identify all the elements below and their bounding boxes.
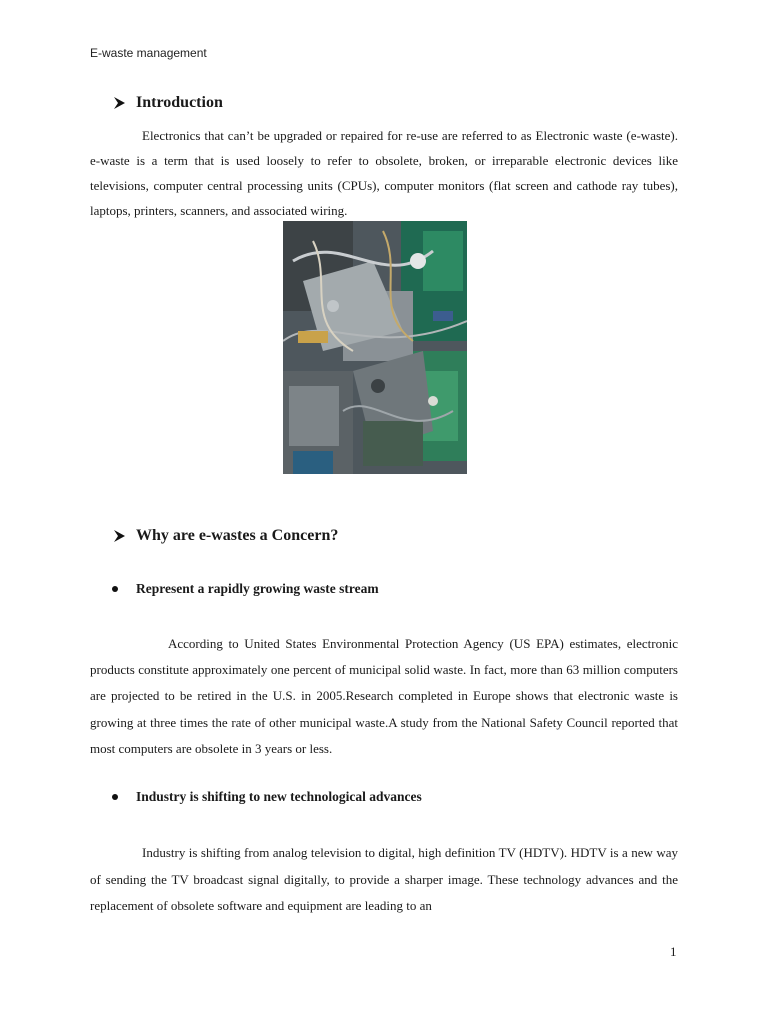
bullet-item-waste-stream	[112, 581, 379, 597]
bullet-text: Industry is shifting to new technological advances	[136, 789, 422, 804]
bullet-dot-icon	[112, 794, 118, 800]
bullet-dot-icon	[112, 586, 118, 592]
waste-stream-paragraph	[90, 631, 678, 762]
e-waste-photo	[283, 221, 467, 474]
arrowhead-icon	[112, 529, 126, 543]
bullet-item-technology	[112, 789, 422, 805]
technology-paragraph	[90, 840, 678, 920]
paragraph-text: Electronics that can’t be upgraded or repaired for re-use are referred to as Electronic waste (e-waste). e-waste is a term that is used loosely to refer to obsolete, broken, or irreparable electronic devices like televisions, computer central processing units (CPUs), computer monitors (flat screen and cathode ray tubes), laptops, printers, scanners, and associated wiring.	[90, 128, 678, 218]
intro-paragraph	[90, 123, 678, 223]
running-header: E-waste management	[90, 46, 207, 60]
heading-concern	[112, 527, 338, 545]
paragraph-text: According to United States Environmental Protection Agency (US EPA) estimates, electronic products constitute approximately one percent of municipal solid waste. In fact, more than 63 million computers are projected to be retired in the U.S. in 2005.Research completed in Europe shows that electronic waste is growing at three times the rate of other municipal waste.A study from the National Safety Council reported that most computers are obsolete in 3 years or less.	[90, 636, 678, 756]
page-number: 1	[670, 944, 677, 959]
e-waste-image	[283, 221, 467, 474]
heading-introduction	[112, 94, 223, 112]
heading-text: Introduction	[136, 94, 223, 111]
bullet-text: Represent a rapidly growing waste stream	[136, 581, 379, 596]
heading-text: Why are e-wastes a Concern?	[136, 527, 339, 544]
arrowhead-icon	[112, 96, 126, 110]
paragraph-text: Industry is shifting from analog television to digital, high definition TV (HDTV). HDTV is a new way of sending the TV broadcast signal digitally, to provide a sharper image. These technology advances and the replacement of obsolete software and equipment are leading to an	[90, 845, 678, 913]
